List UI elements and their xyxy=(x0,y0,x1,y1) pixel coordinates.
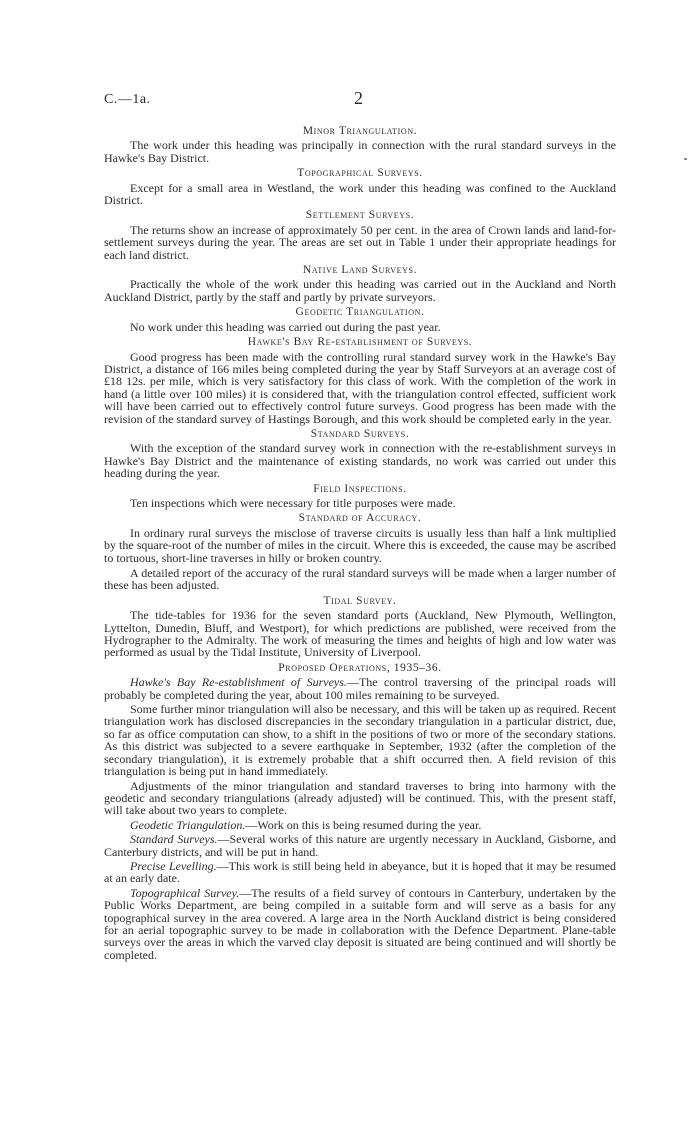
paragraph-text: —The control traversing of the principal roads will probably be completed during the year, about 100 miles remaining to be surveyed. xyxy=(104,675,616,702)
page-header xyxy=(104,88,614,112)
paragraph-lead: Precise Levelling. xyxy=(130,858,217,873)
section xyxy=(104,483,616,510)
paragraph xyxy=(104,860,616,885)
section xyxy=(104,428,616,480)
paragraph-text: The returns show an increase of approximately 50 per cent. in the area of Crown lands and land-for-settlement surveys during the year. The areas are set out in Table 1 under their appropriate headings for each land district. xyxy=(104,222,616,262)
paragraph xyxy=(104,321,616,333)
scan-mark xyxy=(684,158,687,160)
section-heading: Settlement Surveys. xyxy=(305,209,415,222)
paragraph xyxy=(104,182,616,207)
paragraph xyxy=(104,527,616,564)
paragraph-text: Except for a small area in Westland, the work under this heading was confined to the Auckland District. xyxy=(104,180,616,208)
section-heading: Minor Triangulation. xyxy=(302,125,418,137)
section-heading: Native Land Surveys. xyxy=(302,264,418,277)
paragraph-text: —This work is still being held in abeyance, but it is hoped that it may be resumed at an early date. xyxy=(104,858,616,886)
section-heading: Tidal Survey. xyxy=(323,594,397,607)
section xyxy=(104,512,616,591)
section-heading: Hawke's Bay Re-establishment of Surveys. xyxy=(247,336,473,349)
section xyxy=(104,306,616,333)
page-number: 2 xyxy=(354,88,363,108)
section-heading: Standard of Accuracy. xyxy=(298,512,422,525)
paragraph xyxy=(104,278,616,303)
document-body xyxy=(104,125,616,963)
section xyxy=(104,595,616,659)
paragraph-text: A detailed report of the accuracy of the rural standard surveys will be made when a larger number of these has been adjusted. xyxy=(104,566,616,593)
section xyxy=(104,209,616,261)
paragraph-lead: Topographical Survey. xyxy=(130,885,240,900)
paragraph-text: The work under this heading was principally in connection with the rural standard surveys in the Hawke's Bay District. xyxy=(104,138,616,165)
paragraph xyxy=(104,442,616,479)
section-heading: Standard Surveys. xyxy=(310,427,410,440)
paragraph-text: —The results of a field survey of contours in Canterbury, undertaken by the Public Works Department, are being compiled in a suitable form and will serve as a basis for any topographical survey in the area covered. A large area in the North Auckland district is being considered for an aerial topographic survey to be made in collaboration with the Defence Department. Plane-table surveys over the areas in which the varved clay deposit is situated are being continued and will shortly be completed. xyxy=(104,885,616,962)
paragraph xyxy=(104,703,616,777)
paragraph-text: Good progress has been made with the controlling rural standard survey work in the Hawke's Bay District, a distance of 166 miles being completed during the year by Staff Surveyors at an average cost of £18 12s. per mile, which is very satisfactory for this class of work. With the completion of the work in hand (a little over 100 miles) it is considered that, with the triangulation control effected, sufficient work will have been carried out to effectively control future surveys. Good progress has been made with the revision of the standard survey of Hastings Borough, and this work should be completed early in the year. xyxy=(104,349,616,426)
section xyxy=(104,336,616,425)
paragraph xyxy=(104,609,616,659)
paragraph xyxy=(104,819,616,831)
paragraph-text: Adjustments of the minor triangulation and standard traverses to bring into harmony with the geodetic and secondary triangulations (already adjusted) will be continued. This, with the present staff, will take about two years to complete. xyxy=(104,778,616,818)
paragraph-lead: Hawke's Bay Re-establishment of Surveys. xyxy=(130,675,347,690)
section-heading: Geodetic Triangulation. xyxy=(295,306,425,319)
section-heading: Field Inspections. xyxy=(313,482,407,495)
paragraph xyxy=(104,224,616,261)
paragraph-text: Some further minor triangulation will also be necessary, and this will be taken up as required. Recent triangulation work has disclosed discrepancies in the secondary triangulation in a particular district, due, so far as office computation can show, to a shift in the positions of two or more of the secondary stations. As this district was subjected to a severe earthquake in September, 1932 (after the completion of the secondary triangulation), it is extremely probable that a shift occurred then. A field revision of this triangulation is being put in hand immediately. xyxy=(104,702,616,779)
section-heading: Topographical Surveys. xyxy=(297,167,423,180)
paragraph-text: Practically the whole of the work under this heading was carried out in the Auckland and North Auckland District, partly by the staff and partly by private surveyors. xyxy=(104,277,616,304)
document-code: C.—1a. xyxy=(104,92,151,107)
section xyxy=(104,264,616,303)
paragraph xyxy=(104,780,616,817)
paragraph xyxy=(104,351,616,425)
paragraph-text: In ordinary rural surveys the misclose of traverse circuits is usually less than half a link multiplied by the square-root of the number of miles in the circuit. Where this is exceeded, the cause may be ascribed to tortuous, short-line traverses in hilly or broken country. xyxy=(104,525,616,565)
paragraph xyxy=(104,887,616,961)
section xyxy=(104,662,616,961)
paragraph-text: No work under this heading was carried out during the past year. xyxy=(130,319,441,334)
section xyxy=(104,125,616,164)
paragraph xyxy=(104,497,616,509)
paragraph xyxy=(104,676,616,701)
paragraph xyxy=(104,567,616,592)
section xyxy=(104,167,616,206)
paragraph-text: —Several works of this nature are urgently necessary in Auckland, Gisborne, and Canterbury districts, and will be put in hand. xyxy=(104,832,616,859)
paragraph xyxy=(104,833,616,858)
paragraph xyxy=(104,139,616,164)
paragraph-lead: Standard Surveys. xyxy=(130,832,218,847)
paragraph-text: Ten inspections which were necessary for title purposes were made. xyxy=(130,495,456,510)
section-heading: Proposed Operations, 1935–36. xyxy=(278,661,442,674)
paragraph-text: —Work on this is being resumed during the year. xyxy=(245,817,482,832)
paragraph-lead: Geodetic Triangulation. xyxy=(130,817,246,832)
paragraph-text: With the exception of the standard survey work in connection with the re-establishment surveys in Hawke's Bay District and the maintenance of existing standards, no work was carried out under this heading during the year. xyxy=(104,441,616,481)
paragraph-text: The tide-tables for 1936 for the seven standard ports (Auckland, New Plymouth, Wellington, Lyttelton, Dunedin, Bluff, and Westport), for which predictions are published, were received from the Hydrographer to the Admiralty. The work of measuring the times and heights of high and low water was performed as usual by the Tidal Institute, University of Liverpool. xyxy=(104,608,616,660)
